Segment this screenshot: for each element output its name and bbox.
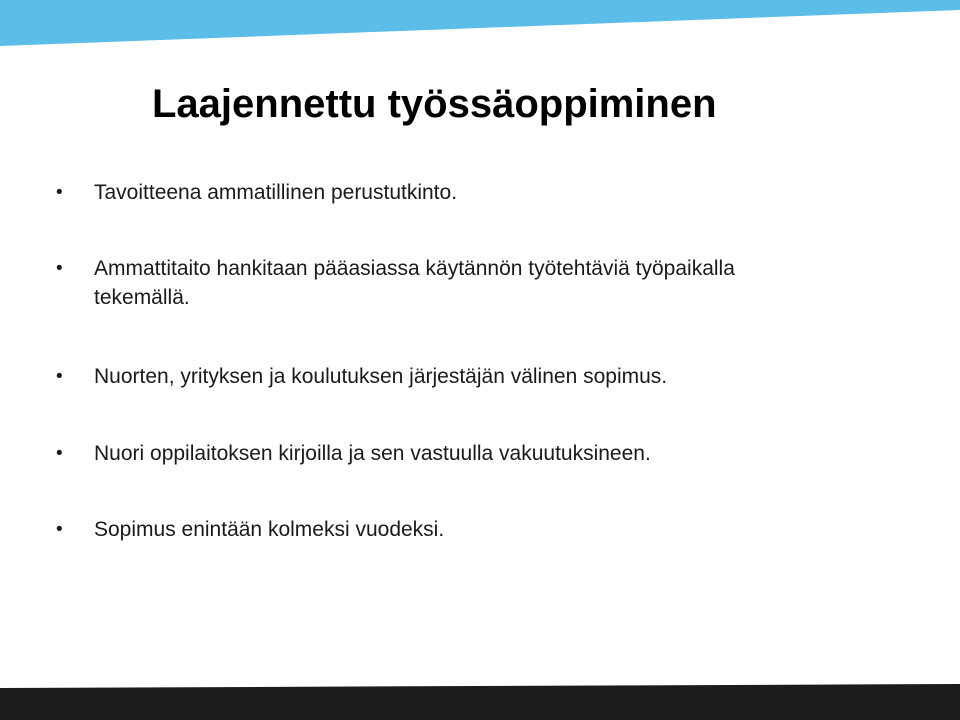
bullet-text: Sopimus enintään kolmeksi vuodeksi. (94, 518, 445, 541)
bullet-item (56, 439, 916, 468)
bullet-item (56, 515, 916, 544)
bullet-dot-icon: • (56, 182, 63, 203)
bullet-text: Nuori oppilaitoksen kirjoilla ja sen vastuulla vakuutuksineen. (94, 442, 651, 465)
bullet-item (56, 254, 916, 312)
top-accent-band (0, 0, 960, 46)
bullet-dot-icon: • (56, 443, 63, 464)
bullet-text: Tavoitteena ammatillinen perustutkinto. (94, 181, 458, 204)
bullet-text: Ammattitaito hankitaan pääasiassa käytännön työtehtäviä työpaikalla tekemällä. (94, 257, 735, 309)
bullet-dot-icon: • (56, 366, 63, 387)
top-accent-band-shape (0, 0, 960, 46)
bullet-dot-icon: • (56, 519, 63, 540)
bullet-dot-icon: • (56, 258, 63, 279)
bullet-item (56, 178, 916, 207)
bullet-item (56, 362, 916, 391)
bottom-footer-band-shape (0, 684, 960, 720)
bottom-footer-band (0, 684, 960, 720)
slide-title: Laajennettu työssäoppiminen (152, 82, 717, 126)
bullet-text: Nuorten, yrityksen ja koulutuksen järjestäjän välinen sopimus. (94, 365, 668, 388)
